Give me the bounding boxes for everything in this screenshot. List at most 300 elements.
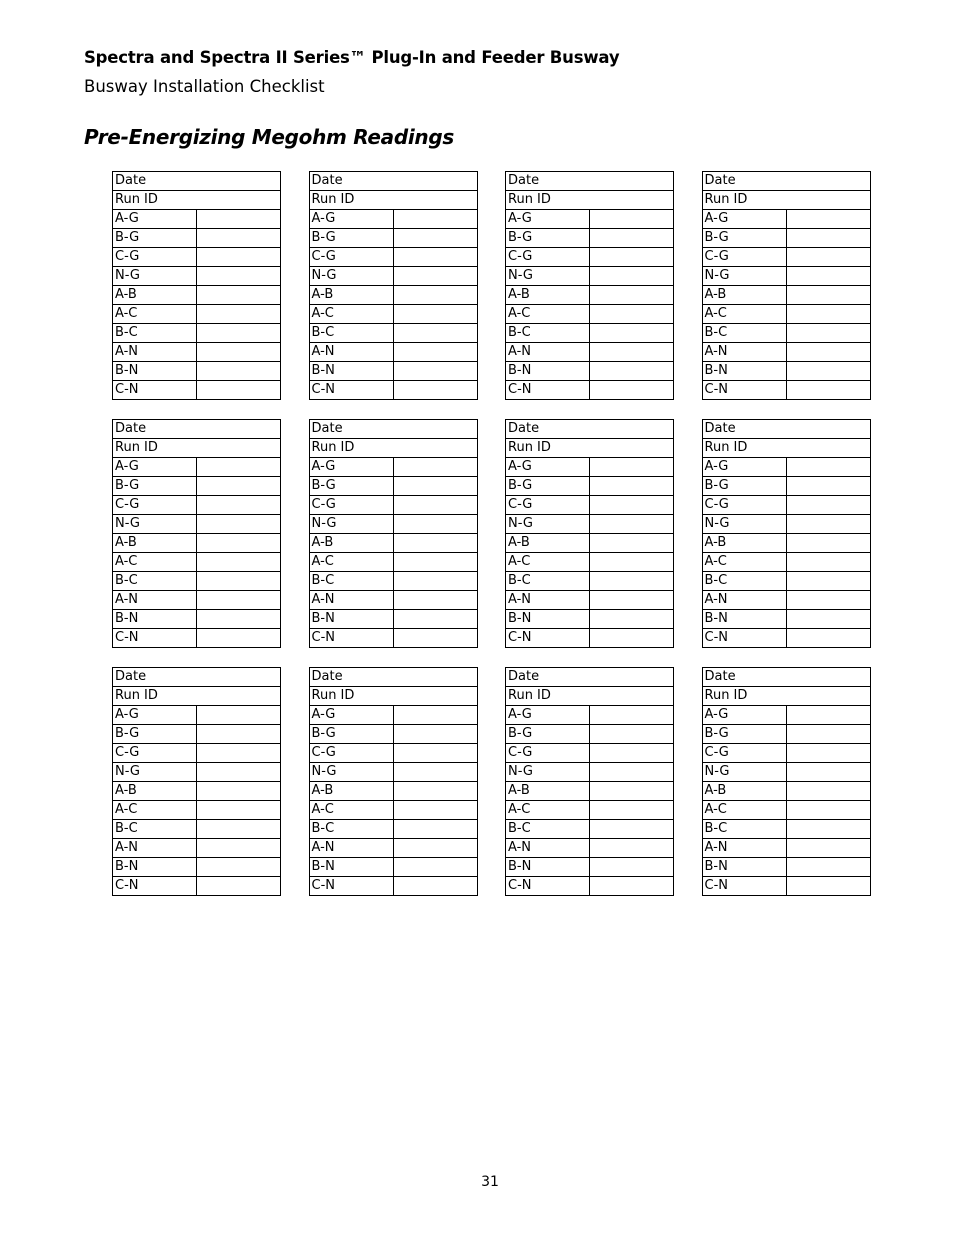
reading-value-field[interactable] — [393, 553, 477, 572]
reading-value-field[interactable] — [786, 877, 870, 896]
reading-row — [702, 477, 870, 496]
reading-value-field[interactable] — [197, 229, 281, 248]
reading-value-field[interactable] — [197, 725, 281, 744]
reading-value-field[interactable] — [393, 572, 477, 591]
reading-value-field[interactable] — [197, 763, 281, 782]
reading-label: C-N — [309, 629, 393, 648]
reading-value-field[interactable] — [786, 820, 870, 839]
reading-row — [506, 858, 674, 877]
reading-label: A-B — [309, 534, 393, 553]
reading-row — [309, 343, 477, 362]
reading-value-field[interactable] — [786, 572, 870, 591]
reading-row — [309, 725, 477, 744]
reading-value-field[interactable] — [393, 362, 477, 381]
reading-label: A-G — [506, 706, 590, 725]
reading-row — [702, 610, 870, 629]
reading-value-field[interactable] — [786, 343, 870, 362]
reading-value-field[interactable] — [197, 267, 281, 286]
reading-row — [506, 324, 674, 343]
reading-value-field[interactable] — [197, 305, 281, 324]
reading-label: A-N — [309, 591, 393, 610]
doc-subtitle: Busway Installation Checklist — [84, 77, 325, 96]
reading-label: A-N — [702, 839, 786, 858]
reading-value-field[interactable] — [393, 763, 477, 782]
reading-value-field[interactable] — [786, 744, 870, 763]
reading-label: B-N — [506, 858, 590, 877]
reading-value-field[interactable] — [590, 706, 674, 725]
reading-label: A-N — [113, 343, 197, 362]
reading-label: N-G — [113, 267, 197, 286]
reading-value-field[interactable] — [590, 820, 674, 839]
reading-label: B-G — [506, 725, 590, 744]
reading-row — [309, 858, 477, 877]
reading-value-field[interactable] — [590, 458, 674, 477]
reading-row — [506, 343, 674, 362]
reading-label: C-G — [309, 248, 393, 267]
date-field[interactable]: Date — [309, 420, 477, 439]
reading-label: B-G — [702, 477, 786, 496]
reading-value-field[interactable] — [590, 725, 674, 744]
reading-value-field[interactable] — [197, 610, 281, 629]
section-heading: Pre-Energizing Megohm Readings — [84, 125, 454, 149]
reading-value-field[interactable] — [590, 324, 674, 343]
reading-value-field[interactable] — [590, 362, 674, 381]
run-id-field[interactable]: Run ID — [506, 439, 674, 458]
reading-label: A-C — [309, 305, 393, 324]
reading-label: A-G — [309, 458, 393, 477]
reading-label: C-G — [309, 744, 393, 763]
reading-row — [113, 763, 281, 782]
reading-row — [113, 362, 281, 381]
reading-row — [113, 248, 281, 267]
reading-label: A-N — [309, 839, 393, 858]
reading-row — [309, 210, 477, 229]
reading-label: C-G — [113, 744, 197, 763]
reading-row — [309, 534, 477, 553]
date-field[interactable]: Date — [702, 172, 870, 191]
reading-value-field[interactable] — [197, 343, 281, 362]
reading-row — [506, 458, 674, 477]
reading-label: A-G — [702, 458, 786, 477]
reading-value-field[interactable] — [590, 515, 674, 534]
reading-label: A-G — [506, 210, 590, 229]
run-id-field[interactable]: Run ID — [309, 439, 477, 458]
reading-row — [506, 629, 674, 648]
reading-row — [113, 610, 281, 629]
reading-row — [702, 820, 870, 839]
reading-row — [113, 553, 281, 572]
reading-row — [506, 839, 674, 858]
reading-row — [702, 305, 870, 324]
reading-value-field[interactable] — [590, 343, 674, 362]
reading-label: A-N — [113, 839, 197, 858]
date-field[interactable]: Date — [506, 668, 674, 687]
reading-value-field[interactable] — [590, 286, 674, 305]
run-id-field[interactable]: Run ID — [113, 191, 281, 210]
reading-row — [702, 229, 870, 248]
reading-value-field[interactable] — [197, 381, 281, 400]
reading-value-field[interactable] — [590, 305, 674, 324]
reading-value-field[interactable] — [590, 210, 674, 229]
megohm-reading-table — [112, 419, 281, 648]
reading-row — [309, 229, 477, 248]
date-row — [702, 172, 870, 191]
reading-value-field[interactable] — [197, 839, 281, 858]
reading-value-field[interactable] — [590, 877, 674, 896]
reading-value-field[interactable] — [393, 858, 477, 877]
reading-label: N-G — [113, 515, 197, 534]
reading-value-field[interactable] — [197, 572, 281, 591]
reading-value-field[interactable] — [590, 744, 674, 763]
reading-row — [702, 839, 870, 858]
reading-row — [113, 324, 281, 343]
reading-value-field[interactable] — [197, 858, 281, 877]
reading-value-field[interactable] — [393, 381, 477, 400]
reading-row — [702, 343, 870, 362]
reading-value-field[interactable] — [197, 877, 281, 896]
reading-label: A-B — [113, 782, 197, 801]
reading-value-field[interactable] — [393, 706, 477, 725]
reading-row — [506, 744, 674, 763]
run-id-field[interactable]: Run ID — [506, 687, 674, 706]
reading-value-field[interactable] — [197, 553, 281, 572]
reading-label: C-N — [113, 877, 197, 896]
reading-label: B-C — [702, 820, 786, 839]
reading-value-field[interactable] — [786, 839, 870, 858]
reading-value-field[interactable] — [786, 458, 870, 477]
run-id-field[interactable]: Run ID — [113, 439, 281, 458]
date-field[interactable]: Date — [113, 172, 281, 191]
reading-label: A-B — [702, 534, 786, 553]
reading-row — [506, 763, 674, 782]
reading-row — [506, 229, 674, 248]
reading-value-field[interactable] — [393, 629, 477, 648]
reading-label: C-G — [113, 496, 197, 515]
reading-row — [113, 477, 281, 496]
run-id-row — [506, 687, 674, 706]
reading-value-field[interactable] — [197, 458, 281, 477]
megohm-reading-table — [505, 419, 674, 648]
reading-label: B-G — [113, 725, 197, 744]
reading-value-field[interactable] — [393, 782, 477, 801]
reading-row — [113, 706, 281, 725]
reading-row — [309, 305, 477, 324]
reading-value-field[interactable] — [786, 858, 870, 877]
reading-value-field[interactable] — [197, 286, 281, 305]
reading-value-field[interactable] — [786, 629, 870, 648]
reading-value-field[interactable] — [786, 534, 870, 553]
reading-value-field[interactable] — [393, 496, 477, 515]
date-field[interactable]: Date — [113, 420, 281, 439]
reading-value-field[interactable] — [590, 267, 674, 286]
reading-row — [113, 858, 281, 877]
doc-title: Spectra and Spectra II Series™ Plug-In and Feeder Busway — [84, 48, 620, 67]
reading-label: B-C — [113, 572, 197, 591]
date-row — [702, 420, 870, 439]
date-field[interactable]: Date — [309, 668, 477, 687]
reading-value-field[interactable] — [393, 305, 477, 324]
reading-value-field[interactable] — [786, 248, 870, 267]
reading-value-field[interactable] — [393, 725, 477, 744]
reading-label: C-G — [506, 744, 590, 763]
reading-label: A-C — [309, 801, 393, 820]
reading-row — [113, 381, 281, 400]
reading-label: A-G — [309, 706, 393, 725]
reading-value-field[interactable] — [197, 496, 281, 515]
reading-value-field[interactable] — [197, 515, 281, 534]
reading-value-field[interactable] — [786, 286, 870, 305]
reading-row — [113, 534, 281, 553]
reading-value-field[interactable] — [786, 515, 870, 534]
reading-label: A-N — [702, 343, 786, 362]
reading-value-field[interactable] — [197, 801, 281, 820]
reading-label: A-N — [113, 591, 197, 610]
reading-row — [309, 324, 477, 343]
reading-value-field[interactable] — [197, 477, 281, 496]
reading-label: B-C — [702, 572, 786, 591]
megohm-reading-table — [112, 667, 281, 896]
reading-label: A-C — [506, 305, 590, 324]
reading-value-field[interactable] — [786, 801, 870, 820]
reading-label: A-B — [702, 286, 786, 305]
reading-label: A-C — [113, 801, 197, 820]
reading-value-field[interactable] — [197, 591, 281, 610]
reading-label: A-C — [702, 305, 786, 324]
reading-value-field[interactable] — [590, 763, 674, 782]
page-number: 31 — [481, 1174, 499, 1190]
reading-value-field[interactable] — [786, 305, 870, 324]
reading-label: C-N — [113, 629, 197, 648]
reading-value-field[interactable] — [786, 381, 870, 400]
run-id-field[interactable]: Run ID — [702, 191, 870, 210]
reading-label: C-G — [702, 496, 786, 515]
reading-row — [506, 515, 674, 534]
reading-value-field[interactable] — [197, 248, 281, 267]
reading-value-field[interactable] — [590, 229, 674, 248]
reading-label: A-N — [309, 343, 393, 362]
reading-row — [309, 248, 477, 267]
reading-value-field[interactable] — [786, 553, 870, 572]
reading-label: N-G — [506, 515, 590, 534]
reading-value-field[interactable] — [590, 629, 674, 648]
reading-value-field[interactable] — [590, 858, 674, 877]
reading-value-field[interactable] — [786, 324, 870, 343]
reading-value-field[interactable] — [393, 534, 477, 553]
reading-value-field[interactable] — [393, 324, 477, 343]
reading-row — [309, 286, 477, 305]
reading-value-field[interactable] — [197, 820, 281, 839]
reading-value-field[interactable] — [393, 248, 477, 267]
reading-row — [702, 763, 870, 782]
reading-value-field[interactable] — [590, 610, 674, 629]
reading-row — [506, 553, 674, 572]
reading-label: B-G — [309, 229, 393, 248]
reading-label: A-N — [506, 343, 590, 362]
date-row — [113, 420, 281, 439]
reading-value-field[interactable] — [590, 839, 674, 858]
reading-label: A-C — [113, 553, 197, 572]
reading-value-field[interactable] — [393, 820, 477, 839]
reading-row — [113, 801, 281, 820]
reading-value-field[interactable] — [590, 572, 674, 591]
date-row — [309, 172, 477, 191]
date-row — [113, 668, 281, 687]
megohm-reading-table — [309, 667, 478, 896]
run-id-field[interactable]: Run ID — [702, 439, 870, 458]
reading-row — [113, 458, 281, 477]
reading-row — [506, 782, 674, 801]
reading-value-field[interactable] — [393, 210, 477, 229]
reading-value-field[interactable] — [393, 744, 477, 763]
reading-value-field[interactable] — [197, 706, 281, 725]
reading-value-field[interactable] — [786, 229, 870, 248]
reading-value-field[interactable] — [590, 801, 674, 820]
reading-value-field[interactable] — [786, 210, 870, 229]
reading-value-field[interactable] — [393, 477, 477, 496]
reading-label: A-B — [309, 782, 393, 801]
megohm-reading-table — [112, 171, 281, 400]
reading-value-field[interactable] — [393, 458, 477, 477]
reading-value-field[interactable] — [393, 343, 477, 362]
reading-row — [113, 496, 281, 515]
reading-value-field[interactable] — [786, 362, 870, 381]
reading-value-field[interactable] — [393, 610, 477, 629]
reading-row — [702, 210, 870, 229]
date-field[interactable]: Date — [702, 420, 870, 439]
reading-value-field[interactable] — [393, 229, 477, 248]
run-id-field[interactable]: Run ID — [113, 687, 281, 706]
date-field[interactable]: Date — [506, 172, 674, 191]
reading-row — [702, 248, 870, 267]
reading-value-field[interactable] — [197, 210, 281, 229]
reading-value-field[interactable] — [786, 782, 870, 801]
reading-value-field[interactable] — [197, 362, 281, 381]
reading-row — [113, 305, 281, 324]
run-id-field[interactable]: Run ID — [309, 191, 477, 210]
reading-row — [702, 782, 870, 801]
reading-row — [309, 572, 477, 591]
reading-label: B-G — [309, 725, 393, 744]
reading-value-field[interactable] — [590, 591, 674, 610]
reading-value-field[interactable] — [393, 801, 477, 820]
reading-value-field[interactable] — [393, 267, 477, 286]
reading-label: C-G — [702, 744, 786, 763]
reading-label: A-N — [506, 591, 590, 610]
reading-value-field[interactable] — [590, 553, 674, 572]
reading-row — [309, 515, 477, 534]
run-id-row — [309, 439, 477, 458]
reading-value-field[interactable] — [590, 477, 674, 496]
reading-value-field[interactable] — [786, 610, 870, 629]
run-id-row — [702, 687, 870, 706]
reading-label: B-N — [506, 610, 590, 629]
reading-label: B-N — [309, 362, 393, 381]
reading-label: C-N — [113, 381, 197, 400]
reading-label: B-N — [113, 610, 197, 629]
reading-label: A-G — [506, 458, 590, 477]
run-id-field[interactable]: Run ID — [702, 687, 870, 706]
reading-value-field[interactable] — [197, 782, 281, 801]
reading-value-field[interactable] — [393, 877, 477, 896]
date-field[interactable]: Date — [702, 668, 870, 687]
reading-value-field[interactable] — [786, 477, 870, 496]
reading-value-field[interactable] — [197, 324, 281, 343]
reading-value-field[interactable] — [786, 706, 870, 725]
reading-row — [309, 458, 477, 477]
reading-label: C-N — [506, 381, 590, 400]
date-row — [506, 420, 674, 439]
run-id-row — [506, 191, 674, 210]
date-field[interactable]: Date — [309, 172, 477, 191]
date-field[interactable]: Date — [113, 668, 281, 687]
reading-value-field[interactable] — [393, 839, 477, 858]
reading-row — [113, 210, 281, 229]
reading-label: B-G — [113, 229, 197, 248]
reading-row — [506, 877, 674, 896]
reading-row — [113, 839, 281, 858]
reading-value-field[interactable] — [197, 629, 281, 648]
reading-row — [309, 782, 477, 801]
reading-value-field[interactable] — [786, 763, 870, 782]
reading-row — [309, 801, 477, 820]
reading-label: C-N — [702, 877, 786, 896]
reading-label: B-N — [113, 362, 197, 381]
reading-row — [506, 210, 674, 229]
reading-value-field[interactable] — [590, 496, 674, 515]
reading-label: B-G — [309, 477, 393, 496]
reading-label: A-C — [506, 801, 590, 820]
megohm-reading-table — [702, 419, 871, 648]
reading-row — [506, 610, 674, 629]
reading-row — [309, 839, 477, 858]
reading-label: N-G — [309, 515, 393, 534]
megohm-reading-table — [702, 667, 871, 896]
reading-label: N-G — [113, 763, 197, 782]
reading-row — [113, 515, 281, 534]
reading-label: B-C — [506, 820, 590, 839]
reading-value-field[interactable] — [590, 534, 674, 553]
reading-row — [506, 820, 674, 839]
reading-label: B-C — [506, 572, 590, 591]
reading-value-field[interactable] — [393, 515, 477, 534]
reading-value-field[interactable] — [590, 381, 674, 400]
run-id-row — [702, 439, 870, 458]
reading-row — [506, 477, 674, 496]
reading-label: C-N — [309, 877, 393, 896]
reading-value-field[interactable] — [197, 534, 281, 553]
reading-value-field[interactable] — [197, 744, 281, 763]
date-row — [309, 668, 477, 687]
reading-label: A-N — [506, 839, 590, 858]
reading-value-field[interactable] — [590, 248, 674, 267]
run-id-field[interactable]: Run ID — [309, 687, 477, 706]
reading-value-field[interactable] — [393, 591, 477, 610]
reading-value-field[interactable] — [786, 496, 870, 515]
reading-value-field[interactable] — [786, 591, 870, 610]
reading-value-field[interactable] — [590, 782, 674, 801]
megohm-reading-table — [505, 667, 674, 896]
date-field[interactable]: Date — [506, 420, 674, 439]
reading-row — [702, 534, 870, 553]
reading-value-field[interactable] — [786, 267, 870, 286]
reading-value-field[interactable] — [393, 286, 477, 305]
reading-row — [309, 496, 477, 515]
reading-value-field[interactable] — [786, 725, 870, 744]
run-id-row — [309, 687, 477, 706]
reading-label: B-C — [309, 324, 393, 343]
run-id-field[interactable]: Run ID — [506, 191, 674, 210]
reading-row — [702, 706, 870, 725]
